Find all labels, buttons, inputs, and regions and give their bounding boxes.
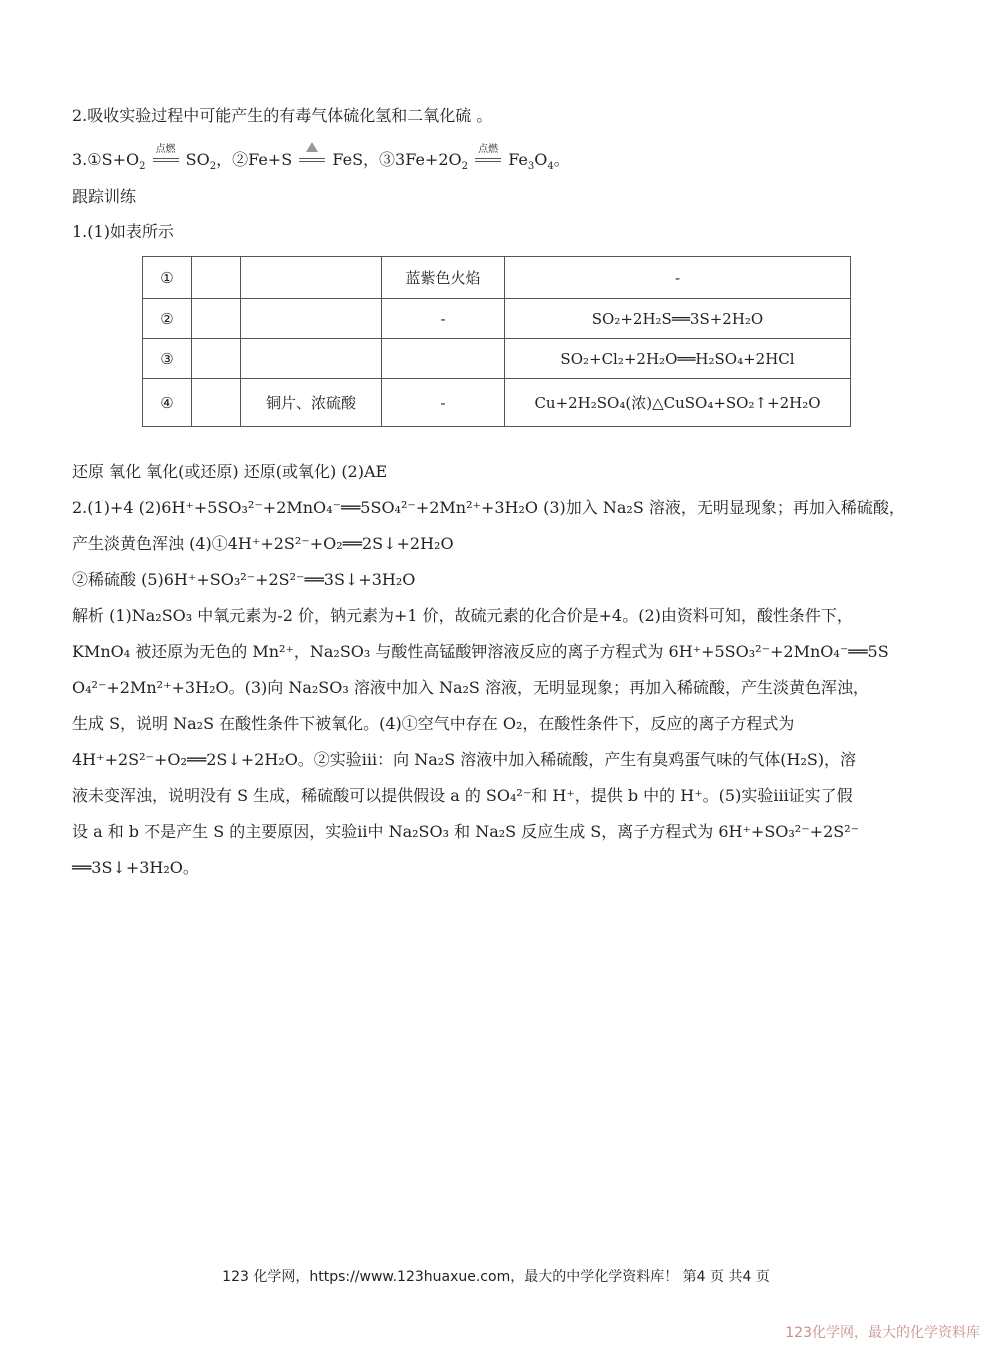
table-cell <box>192 257 241 299</box>
answer-line: ②稀硫酸 (5)6H⁺+SO₃²⁻+2S²⁻══3S↓+3H₂O <box>72 570 416 589</box>
analysis-line: O₄²⁻+2Mn²⁺+3H₂O。(3)向 Na₂SO₃ 溶液中加入 Na₂S 溶液，无明显现象；再加入稀硫酸，产生淡黄色浑浊， <box>72 678 869 697</box>
answer-line: 产生淡黄色浑浊 (4)①4H⁺+2S²⁻+O₂══2S↓+2H₂O <box>72 534 454 553</box>
row-number: ④ <box>143 379 192 427</box>
watermark: 123化学网，最大的化学资料库 <box>785 1325 980 1341</box>
page-footer: 123 化学网，https://www.123huaxue.com，最大的中学化学资料库！ 第4 页 共4 页 <box>222 1269 770 1285</box>
table-cell: - <box>382 299 505 339</box>
analysis-line: KMnO₄ 被还原为无色的 Mn²⁺，Na₂SO₃ 与酸性高锰酸钾溶液反应的离子方程式为 6H⁺+5SO₃²⁻+2MnO₄⁻══5S <box>72 642 889 661</box>
table-cell <box>241 257 382 299</box>
reaction-table <box>142 256 851 427</box>
table-cell <box>382 339 505 379</box>
table-cell: SO₂+Cl₂+2H₂O══H₂SO₄+2HCl <box>505 339 851 379</box>
product-so2: SO <box>185 150 210 169</box>
condition-ignite-2: 点燃 <box>473 153 503 165</box>
analysis-line: 4H⁺+2S²⁻+O₂══2S↓+2H₂O。②实验ⅲ：向 Na₂S 溶液中加入稀硫酸，产生有臭鸡蛋气味的气体(H₂S)，溶 <box>72 750 857 769</box>
analysis-line: 设 a 和 b 不是产生 S 的主要原因，实验ⅱ中 Na₂SO₃ 和 Na₂S 反应生成 S，离子方程式为 6H⁺+SO₃²⁻+2S²⁻ <box>72 822 860 841</box>
product-fes: FeS，③3Fe+2O <box>332 150 462 169</box>
reaction-mid: ，②Fe+S <box>216 150 293 169</box>
analysis-line: ══3S↓+3H₂O。 <box>72 858 199 877</box>
table-cell <box>241 299 382 339</box>
table-cell <box>192 379 241 427</box>
analysis-line: 生成 S，说明 Na₂S 在酸性条件下被氧化。(4)①空气中存在 O₂，在酸性条件下，反应的离子方程式为 <box>72 714 795 733</box>
analysis-line: 解析 (1)Na₂SO₃ 中氧元素为-2 价，钠元素为+1 价，故硫元素的化合价是+4。(2)由资料可知，酸性条件下， <box>72 606 853 625</box>
table-row <box>143 299 851 339</box>
table-cell <box>241 339 382 379</box>
table-cell: - <box>382 379 505 427</box>
heat-triangle-icon <box>306 142 318 152</box>
table-cell <box>192 339 241 379</box>
table-cell: Cu+2H₂SO₄(浓)△CuSO₄+SO₂↑+2H₂O <box>505 379 851 427</box>
condition-heat <box>297 153 327 165</box>
table-cell: SO₂+2H₂S══3S+2H₂O <box>505 299 851 339</box>
row-number: ② <box>143 299 192 339</box>
answer-line: 2.(1)+4 (2)6H⁺+5SO₃²⁻+2MnO₄⁻══5SO₄²⁻+2Mn²⁺+3H₂O (3)加入 Na₂S 溶液，无明显现象；再加入稀硫酸， <box>72 498 905 517</box>
table-cell: 铜片、浓硫酸 <box>241 379 382 427</box>
reaction-line-3: $3.①S+O_2$ 点燃 $SO_2$，②Fe+S FeS，$③3Fe+2O_2$ 点燃 $Fe_3O_4$。 <box>72 144 570 173</box>
table-row <box>143 379 851 427</box>
answer-line-2: 2.吸收实验过程中可能产生的有毒气体硫化氢和二氧化硫 。 <box>72 106 493 125</box>
analysis-line: 液未变浑浊，说明没有 S 生成，稀硫酸可以提供假设 a 的 SO₄²⁻和 H⁺，提供 b 中的 H⁺。(5)实验ⅲ证实了假 <box>72 786 853 805</box>
table-cell <box>192 299 241 339</box>
row-number: ③ <box>143 339 192 379</box>
row-number: ① <box>143 257 192 299</box>
table-row <box>143 339 851 379</box>
question-1-heading: 1.(1)如表所示 <box>72 222 174 241</box>
table-cell: - <box>505 257 851 299</box>
product-fe3o4: Fe <box>508 150 528 169</box>
reaction-prefix: 3.①S+O <box>72 150 140 169</box>
condition-ignite-1: 点燃 <box>151 153 181 165</box>
table-row <box>143 257 851 299</box>
section-heading: 跟踪训练 <box>72 187 137 206</box>
table-cell: 蓝紫色火焰 <box>382 257 505 299</box>
answer-line: 还原 氧化 氧化(或还原) 还原(或氧化) (2)AE <box>72 462 388 481</box>
